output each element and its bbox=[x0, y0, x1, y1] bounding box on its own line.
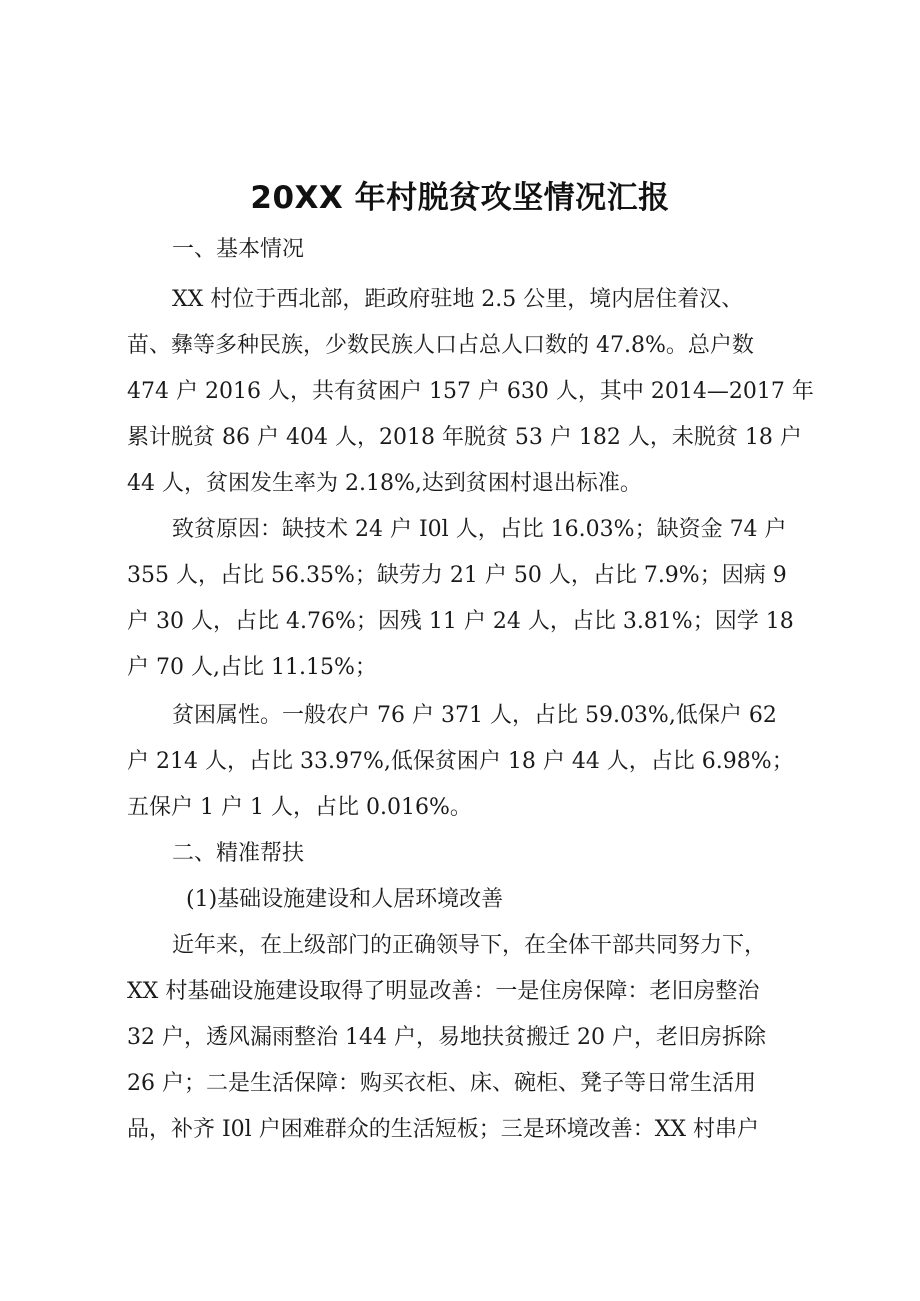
paragraph-line: 户 70 人,占比 11.15%； bbox=[127, 655, 377, 680]
paragraph-line: 户 214 人，占比 33.97%,低保贫困户 18 户 44 人，占比 6.98%； bbox=[127, 749, 794, 774]
paragraph-line: XX 村位于西北部，距政府驻地 2.5 公里，境内居住着汉、 bbox=[172, 287, 744, 312]
paragraph-line: 致贫原因：缺技术 24 户 I0l 人，占比 16.03%；缺资金 74 户 bbox=[172, 517, 787, 542]
document-title: 20XX 年村脱贫攻坚情况汇报 bbox=[250, 180, 670, 216]
subsection-heading: (1)基础设施建设和人居环境改善 bbox=[186, 887, 504, 912]
paragraph-line: 474 户 2016 人，共有贫困户 157 户 630 人，其中 2014—2017 年 bbox=[127, 379, 814, 404]
paragraph-line: 苗、彝等多种民族，少数民族人口占总人口数的 47.8%。总户数 bbox=[127, 333, 754, 358]
paragraph-line: 贫困属性。一般农户 76 户 371 人，占比 59.03%,低保户 62 bbox=[172, 703, 777, 728]
paragraph-line: 32 户，透风漏雨整治 144 户，易地扶贫搬迁 20 户，老旧房拆除 bbox=[127, 1025, 766, 1050]
paragraph-line: 44 人，贫困发生率为 2.18%,达到贫困村退出标准。 bbox=[127, 471, 642, 496]
section-heading-basic-info: 一、基本情况 bbox=[172, 237, 305, 262]
paragraph-line: XX 村基础设施建设取得了明显改善：一是住房保障：老旧房整治 bbox=[127, 979, 760, 1004]
paragraph-line: 近年来，在上级部门的正确领导下，在全体干部共同努力下， bbox=[172, 933, 767, 958]
section-heading-targeted-assistance: 二、精准帮扶 bbox=[172, 841, 305, 866]
paragraph-line: 五保户 1 户 1 人，占比 0.016%。 bbox=[127, 795, 472, 820]
paragraph-line: 累计脱贫 86 户 404 人，2018 年脱贫 53 户 182 人，未脱贫 18 户 bbox=[127, 425, 802, 450]
paragraph-line: 户 30 人，占比 4.76%；因残 11 户 24 人，占比 3.81%；因学 18 bbox=[127, 609, 794, 634]
paragraph-line: 26 户；二是生活保障：购买衣柜、床、碗柜、凳子等日常生活用 bbox=[127, 1071, 756, 1096]
paragraph-line: 品，补齐 I0l 户困难群众的生活短板；三是环境改善：XX 村串户 bbox=[127, 1117, 760, 1142]
paragraph-line: 355 人，占比 56.35%；缺劳力 21 户 50 人，占比 7.9%；因病 9 bbox=[127, 563, 787, 588]
